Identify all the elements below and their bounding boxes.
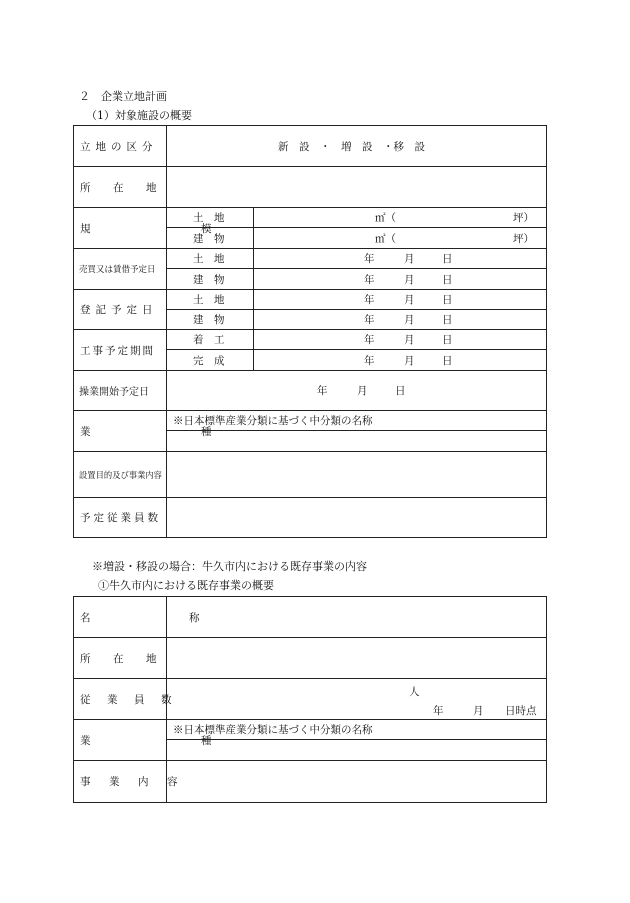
purchase-land-date[interactable]: 年 月 日 <box>254 249 547 269</box>
registration-land-date[interactable]: 年 月 日 <box>254 290 547 310</box>
persons-unit: 人 <box>409 686 420 698</box>
land-label: 土 地 <box>167 290 254 310</box>
registration-label: 登記予定日 <box>74 290 167 330</box>
completion-label: 完 成 <box>167 350 254 371</box>
row-business <box>74 761 547 803</box>
location-category-label: 立地の区分 <box>74 126 167 167</box>
business-label: 事 業 内 容 <box>74 761 167 803</box>
purpose-label: 設置目的及び事業内容 <box>74 452 167 498</box>
row-operation-start <box>74 371 547 411</box>
location-category-options[interactable]: 新 設 ・ 増 設 ・移 設 <box>167 126 547 167</box>
asof-year: 年 <box>433 705 444 717</box>
land-label: 土 地 <box>167 249 254 269</box>
purpose-field[interactable] <box>167 452 547 498</box>
land-label: 土 地 <box>167 208 254 228</box>
building-area-field[interactable] <box>254 228 547 249</box>
existing-business-table <box>73 596 547 803</box>
row-industry-note <box>74 720 547 740</box>
scale-label: 規 模 <box>74 208 167 249</box>
row-address <box>74 638 547 679</box>
employees-label: 従 業 員 数 <box>74 679 167 720</box>
row-employees <box>74 498 547 538</box>
existing-business-subtitle: ①牛久市内における既存事業の概要 <box>98 579 274 592</box>
start-label: 着 工 <box>167 330 254 350</box>
name-label: 名 称 <box>74 597 167 638</box>
asof-day: 日時点 <box>505 705 537 717</box>
tsubo-unit: 坪） <box>513 232 534 245</box>
asof-month: 月 <box>473 705 484 717</box>
operation-start-date[interactable]: 年 月 日 <box>167 371 547 411</box>
tsubo-unit: 坪） <box>513 212 534 224</box>
row-scale-land <box>74 208 547 228</box>
building-label: 建 物 <box>167 228 254 249</box>
subsection-title: （1）対象施設の概要 <box>86 109 192 122</box>
row-purchase-land <box>74 249 547 269</box>
industry-note: ※日本標準産業分類に基づく中分類の名称 <box>167 411 547 431</box>
construction-completion-date[interactable]: 年 月 日 <box>254 350 547 371</box>
employees-label: 予定従業員数 <box>74 498 167 538</box>
operation-label: 操業開始予定日 <box>74 371 167 411</box>
industry-label: 業 種 <box>74 720 167 761</box>
facility-overview-table <box>73 125 547 538</box>
area-unit: ㎡（ <box>375 232 396 245</box>
business-field[interactable] <box>167 761 547 803</box>
row-industry-note <box>74 411 547 431</box>
purchase-building-date[interactable]: 年 月 日 <box>254 269 547 290</box>
employees-field[interactable] <box>167 498 547 538</box>
row-name <box>74 597 547 638</box>
address-label: 所 在 地 <box>74 167 167 208</box>
address-label: 所 在 地 <box>74 638 167 679</box>
existing-business-note: ※増設・移設の場合：牛久市内における既存事業の内容 <box>92 560 367 573</box>
construction-start-date[interactable]: 年 月 日 <box>254 330 547 350</box>
row-address <box>74 167 547 208</box>
industry-label: 業 種 <box>74 411 167 452</box>
row-location-category <box>74 126 547 167</box>
construction-label: 工事予定期間 <box>74 330 167 371</box>
row-registration-land <box>74 290 547 310</box>
section-title: ２ 企業立地計画 <box>79 90 167 103</box>
employees-field[interactable] <box>167 679 547 720</box>
registration-building-date[interactable]: 年 月 日 <box>254 310 547 330</box>
row-employees <box>74 679 547 720</box>
address-field[interactable] <box>167 638 547 679</box>
row-construction-start <box>74 330 547 350</box>
industry-note: ※日本標準産業分類に基づく中分類の名称 <box>167 720 547 740</box>
row-purpose <box>74 452 547 498</box>
building-label: 建 物 <box>167 269 254 290</box>
purchase-label: 売買又は賃借予定日 <box>74 249 167 290</box>
building-label: 建 物 <box>167 310 254 330</box>
land-area-field[interactable] <box>254 208 547 228</box>
area-unit: ㎡（ <box>375 212 396 224</box>
address-field[interactable] <box>167 167 547 208</box>
